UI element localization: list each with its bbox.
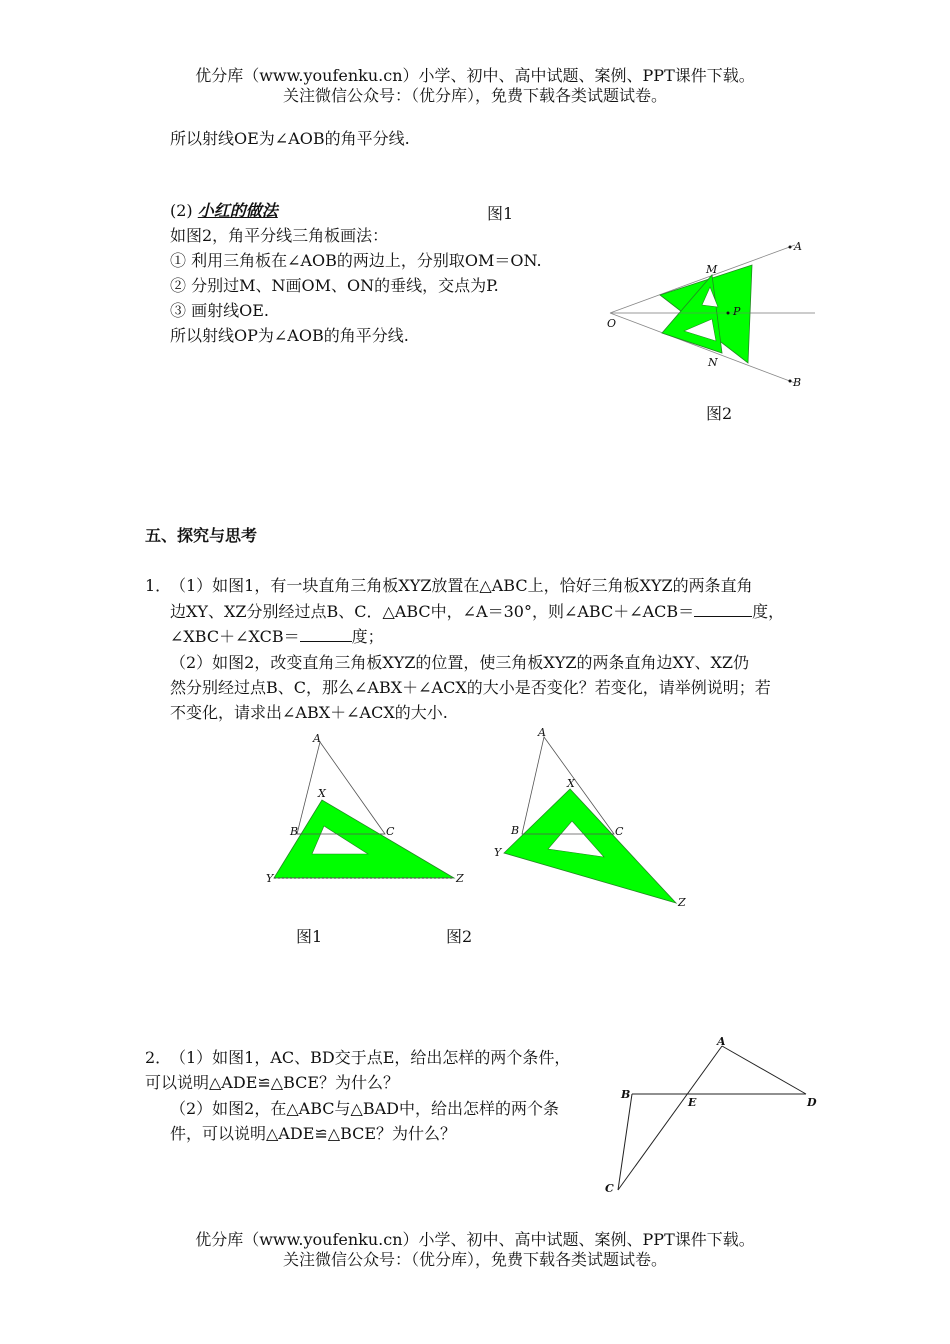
method2-title: 小红的做法: [197, 201, 278, 220]
angle-bisector-figure: [600, 235, 820, 395]
q2-figure: [598, 1030, 828, 1200]
fig2-label-x: X: [567, 777, 575, 790]
point-a: [789, 246, 792, 249]
segment-bc: [618, 1094, 632, 1190]
fig1-label-z: Z: [456, 872, 464, 885]
q1-p1-line3: [170, 625, 384, 649]
fig1-label-y: Y: [266, 872, 274, 885]
fig2-label-y: Y: [494, 846, 502, 859]
q1-p2-line2: 然分别经过点B、C，那么∠ABX＋∠ACX的大小是否变化？若变化，请举例说明；若: [170, 678, 771, 697]
q1-fig1-caption: 图1: [296, 927, 323, 946]
q2-label-c: C: [605, 1182, 614, 1195]
footer-line-2: 关注微信公众号：（优分库），免费下载各类试题试卷。: [282, 1250, 667, 1269]
q2-label-a: A: [717, 1035, 726, 1048]
label-n: N: [708, 356, 718, 369]
point-p: [727, 312, 730, 315]
fig1-label-c: C: [386, 825, 395, 838]
q1-p1-line2: [170, 600, 784, 624]
method2-fig2-caption: 图2: [706, 404, 733, 423]
method2-intro: 如图2，角平分线三角板画法：: [170, 226, 389, 245]
q1-number: 1．: [145, 576, 172, 595]
q2-line1: （1）如图1，AC、BD交于点E，给出怎样的两个条件，: [170, 1048, 571, 1067]
label-p: P: [733, 305, 741, 318]
q2-line2: 可以说明△ADE≌△BCE？为什么？: [145, 1073, 400, 1092]
label-a: A: [794, 240, 802, 253]
q1-blank-2[interactable]: [300, 625, 352, 642]
segment-ac: [618, 1046, 722, 1190]
q1-blank-1[interactable]: [694, 600, 752, 617]
footer-line-1: 优分库（www.youfenku.cn）小学、初中、高中试题、案例、PPT课件下载。: [195, 1230, 755, 1249]
fig2-label-a: A: [538, 726, 546, 739]
fig2-label-b: B: [511, 824, 520, 837]
fig2-label-c: C: [615, 825, 624, 838]
method2-conclusion: 所以射线OP为∠AOB的角平分线.: [170, 326, 409, 345]
segment-ad: [722, 1046, 806, 1094]
q1-figure-1: [262, 730, 472, 890]
method2-number: (2): [170, 201, 193, 220]
point-b: [789, 380, 792, 383]
fig2-label-z: Z: [678, 896, 686, 909]
method2-step2: ② 分别过M、N画OM、ON的垂线，交点为P.: [170, 276, 499, 295]
q1-p2-line3: 不变化，请求出∠ABX＋∠ACX的大小.: [170, 703, 448, 722]
q1-p1-line2-suffix: 度，: [752, 602, 785, 621]
q1-p1-line1: （1）如图1，有一块直角三角板XYZ放置在△ABC上，恰好三角板XYZ的两条直角: [170, 576, 753, 595]
q1-fig2-caption: 图2: [446, 927, 473, 946]
method2-heading: [170, 199, 278, 223]
q2-line4: 件，可以说明△ADE≌△BCE？为什么？: [170, 1124, 457, 1143]
label-o: O: [607, 317, 617, 330]
label-m: M: [706, 263, 718, 276]
fig1-label-b: B: [290, 825, 299, 838]
fig1-label-x: X: [318, 787, 326, 800]
q1-p2-line1: （2）如图2，改变直角三角板XYZ的位置，使三角板XYZ的两条直角边XY、XZ仍: [170, 653, 749, 672]
q2-label-d: D: [807, 1096, 817, 1109]
q2-number: 2．: [145, 1048, 172, 1067]
top-conclusion: 所以射线OE为∠AOB的角平分线.: [170, 129, 410, 148]
set-square-xyz-fig1: [274, 800, 454, 878]
fig1-label-a: A: [313, 732, 321, 745]
q1-p1-line3-text: ∠XBC＋∠XCB＝: [170, 627, 300, 646]
header-line-2: 关注微信公众号：（优分库），免费下载各类试题试卷。: [282, 86, 667, 105]
q1-figure-2: [490, 725, 700, 910]
header-line-1: 优分库（www.youfenku.cn）小学、初中、高中试题、案例、PPT课件下载。: [195, 66, 755, 85]
q1-p1-line3-suffix: 度；: [351, 627, 384, 646]
q2-line3: （2）如图2，在△ABC与△BAD中，给出怎样的两个条: [170, 1099, 559, 1118]
q2-label-e: E: [688, 1096, 697, 1109]
q2-label-b: B: [621, 1088, 631, 1101]
method2-fig1-caption: 图1: [487, 204, 514, 223]
method2-step3: ③ 画射线OE.: [170, 301, 269, 320]
q1-p1-line2-text: 边XY、XZ分别经过点B、C．△ABC中，∠A＝30°，则∠ABC＋∠ACB＝: [170, 602, 695, 621]
section5-title: 五、探究与思考: [145, 526, 258, 545]
method2-step1: ① 利用三角板在∠AOB的两边上，分别取OM＝ON.: [170, 251, 542, 270]
label-b: B: [793, 376, 802, 389]
